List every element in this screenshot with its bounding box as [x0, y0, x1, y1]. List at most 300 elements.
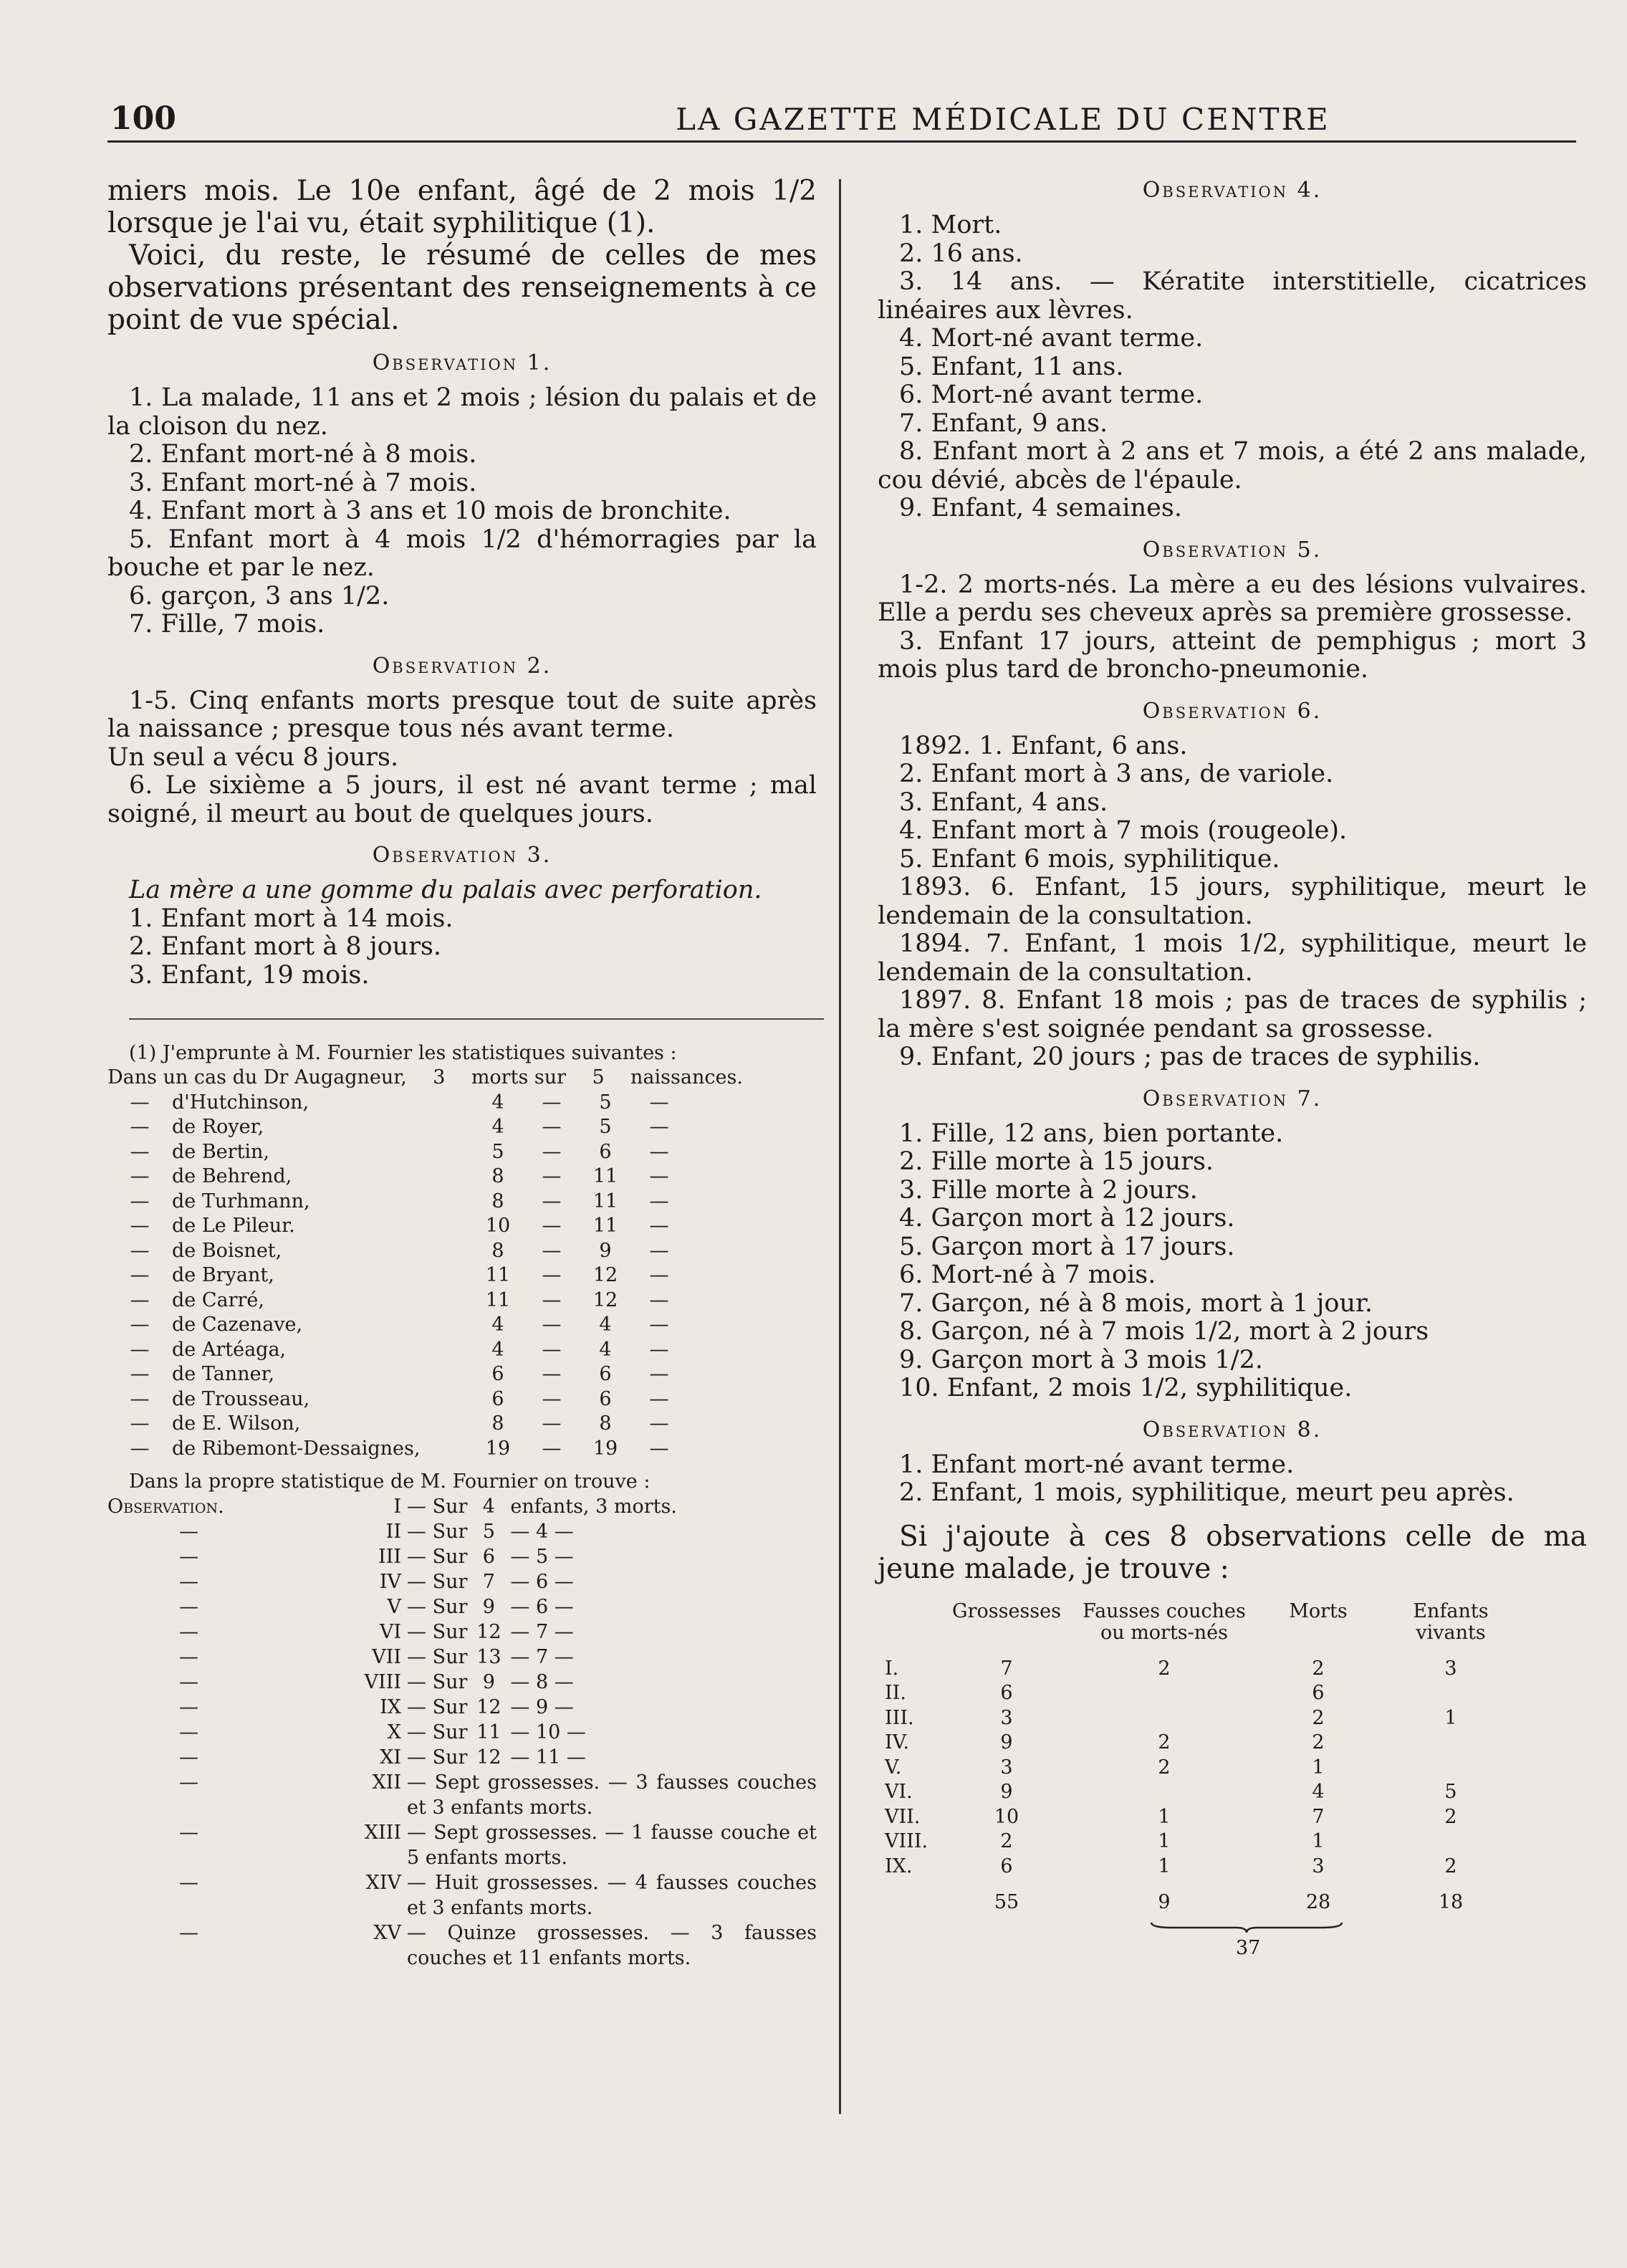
obs4-line-1: 1. Mort. [899, 211, 1002, 239]
header-enfants-vivants: Enfants vivants [1413, 1599, 1489, 1644]
obs7-line-7: 7. Garçon, né à 8 mois, mort à 1 jour. [899, 1288, 1373, 1318]
obs7-line-6: 6. Mort-né à 7 mois. [899, 1260, 1156, 1289]
obs3-line-2: 1. Enfant mort à 14 mois. [129, 904, 453, 933]
table-row [107, 1263, 681, 1288]
summary-header-row [885, 1601, 1522, 1657]
row-end-dash: — [649, 1165, 669, 1187]
header-fausses-couches: Fausses couches ou morts-nés [1083, 1599, 1246, 1644]
births-value: 12 [592, 1264, 618, 1286]
table-row [107, 1190, 681, 1215]
separator: — [542, 1412, 562, 1435]
children-count: 9 [482, 1671, 495, 1693]
observation-number: V. [885, 1756, 902, 1779]
children-count: 7 [482, 1571, 495, 1593]
sur-label: — Sur [407, 1721, 468, 1743]
row-end-dash: — [649, 1140, 669, 1163]
author-name: de Tanner, [172, 1363, 275, 1385]
observation-label: — [179, 1521, 198, 1543]
author-name: de Ribemont-Dessaignes, [172, 1437, 421, 1460]
table-row [107, 1619, 817, 1645]
table-row [107, 1670, 817, 1695]
table-row [885, 1829, 1522, 1855]
births-value: 6 [599, 1363, 612, 1385]
separator: — [542, 1190, 562, 1212]
intro-paragraph-2: Voici, du reste, le résumé de celles de mes observations présentant des renseignements à ce point de vue spécial. [107, 239, 817, 336]
children-count: 4 [482, 1496, 495, 1518]
header-grossesses: Grossesses [952, 1599, 1061, 1622]
children-count: 11 [476, 1721, 501, 1743]
children-count: 6 [482, 1546, 495, 1568]
obs4-line-6: 6. Mort-né avant terme. [899, 381, 1204, 409]
obs6-line-3: 3. Enfant, 4 ans. [899, 788, 1108, 817]
obs8-lines [878, 1451, 1587, 1508]
enfants-vivants-value [1379, 1829, 1522, 1855]
obs4-line-4: 4. Mort-né avant terme. [899, 324, 1204, 353]
deaths-value: 11 [485, 1288, 511, 1311]
roman-numeral: II [385, 1521, 401, 1543]
sur-label: — Sur [407, 1671, 468, 1693]
roman-numeral: XV [373, 1922, 401, 1944]
roman-numeral: XII [372, 1771, 401, 1794]
deaths-value: 8 [491, 1412, 504, 1435]
row-end-dash: — [649, 1363, 669, 1385]
births-value: 6 [599, 1140, 612, 1163]
obs7-line-10: 10. Enfant, 2 mois 1/2, syphilitique. [899, 1374, 1353, 1402]
obs2-line-3: 6. Le sixième a 5 jours, il est né avant terme ; mal soigné, il meurt au bout de quelques jours. [107, 771, 817, 828]
deaths-value: 6 [491, 1363, 504, 1385]
deaths-value: 19 [485, 1437, 511, 1460]
observation-label: — [179, 1721, 198, 1743]
table-row [107, 1437, 681, 1462]
row-end-dash: — [649, 1314, 669, 1336]
deaths-value: 10 [485, 1215, 511, 1237]
separator: — [542, 1437, 562, 1460]
fausses-couches-value: 2 [1158, 1756, 1171, 1779]
table-row [107, 1569, 817, 1594]
observation-7-title: Observation 7. [1142, 1086, 1323, 1111]
obs3-line-1: La mère a une gomme du palais avec perforation. [129, 876, 762, 904]
table-row [107, 1645, 817, 1670]
deaths-text: enfants, 3 morts. [510, 1496, 677, 1518]
children-count: 12 [476, 1746, 501, 1769]
table-row [107, 1770, 817, 1820]
sur-label: — Sur [407, 1596, 468, 1618]
obs1-line-1: 1. La malade, 11 ans et 2 mois ; lésion du palais et de la cloison du nez. [107, 383, 817, 441]
births-value: 12 [592, 1288, 618, 1311]
separator: — [542, 1363, 562, 1385]
deaths-text: — 9 — [510, 1696, 574, 1718]
morts-value: 1 [1312, 1756, 1325, 1779]
fausses-couches-value: 1 [1158, 1805, 1171, 1828]
enfants-vivants-value: 5 [1444, 1781, 1457, 1803]
observation-number: VI. [885, 1781, 913, 1803]
roman-numeral: X [387, 1721, 401, 1743]
sur-label: — Sur [407, 1746, 468, 1769]
roman-numeral: XIV [365, 1872, 401, 1894]
fausses-couches-value: 2 [1158, 1731, 1171, 1753]
morts-value: 3 [1312, 1855, 1325, 1877]
author-statistics-table [107, 1091, 681, 1462]
deaths-value: 4 [491, 1338, 504, 1361]
table-row [107, 1519, 817, 1544]
row-end-dash: — [649, 1437, 669, 1460]
separator: — [542, 1215, 562, 1237]
obs4-line-5: 5. Enfant, 11 ans. [899, 352, 1124, 381]
observation-number: IX. [885, 1855, 913, 1877]
deaths-text: — 10 — [510, 1721, 586, 1743]
deaths-value: 4 [491, 1116, 504, 1138]
obs4-lines [878, 211, 1587, 523]
observation-label: — [179, 1872, 198, 1894]
footnote [107, 1041, 817, 1971]
table-row [107, 1140, 681, 1165]
morts-value: 2 [1312, 1706, 1325, 1729]
obs7-line-4: 4. Garçon mort à 12 jours. [899, 1204, 1235, 1233]
children-count: 5 [482, 1521, 495, 1543]
grossesses-value: 2 [1000, 1830, 1013, 1852]
children-count: 13 [476, 1646, 501, 1668]
deaths-text: — 6 — [510, 1571, 574, 1593]
row-dash: — [130, 1165, 150, 1187]
births-value: 11 [592, 1215, 618, 1237]
pregnancy-summary: — Huit grossesses. — 4 fausses couches et 3 enfants morts. [407, 1872, 817, 1919]
observation-label: — [179, 1621, 198, 1643]
table-row [107, 1820, 817, 1870]
enfants-vivants-value: 2 [1444, 1805, 1457, 1828]
observation-6-title: Observation 6. [1142, 698, 1323, 724]
deaths-text: — 11 — [510, 1746, 586, 1769]
obs7-line-3: 3. Fille morte à 2 jours. [899, 1175, 1198, 1205]
morts-value: 6 [1312, 1682, 1325, 1704]
row-end-dash: — [649, 1387, 669, 1410]
observation-label: — [179, 1771, 198, 1794]
author-name: d'Hutchinson, [172, 1091, 309, 1114]
grossesses-value: 9 [1000, 1731, 1013, 1753]
births-value: 19 [592, 1437, 618, 1460]
row-dash: — [130, 1314, 150, 1336]
obs6-line-7: 1894. 7. Enfant, 1 mois 1/2, syphilitique, meurt le lendemain de la consultation. [878, 929, 1587, 987]
obs6-line-8: 1897. 8. Enfant 18 mois ; pas de traces de syphilis ; la mère s'est soignée pendant sa grossesse. [878, 986, 1587, 1043]
footnote-intro: (1) J'emprunte à M. Fournier les statistiques suivantes : [129, 1042, 677, 1064]
obs1-line-7: 7. Fille, 7 mois. [129, 610, 325, 638]
separator: — [542, 1091, 562, 1114]
morts-value: 2 [1312, 1731, 1325, 1753]
observation-1-title: Observation 1. [372, 350, 552, 375]
children-count: 12 [476, 1621, 501, 1643]
sur-label: — Sur [407, 1646, 468, 1668]
separator: — [542, 1165, 562, 1187]
obs5-lines [878, 571, 1587, 684]
table-row [107, 1920, 817, 1971]
obs7-line-2: 2. Fille morte à 15 jours. [899, 1147, 1214, 1176]
summary-totals-row: 55 9 28 18 [994, 1891, 1464, 1913]
observation-number: VII. [885, 1805, 921, 1828]
observation-label: — [179, 1822, 198, 1844]
row-end-dash: — [649, 1412, 669, 1435]
first-row-label: Dans un cas du Dr Augagneur, [107, 1066, 407, 1088]
observation-label: Observation. [107, 1496, 224, 1518]
observation-8-title: Observation 8. [1142, 1417, 1323, 1442]
sur-label: — Sur [407, 1521, 468, 1543]
row-end-dash: — [649, 1190, 669, 1212]
separator: — [542, 1338, 562, 1361]
grossesses-value: 10 [994, 1805, 1019, 1828]
grouping-brace [1150, 1921, 1343, 1934]
deaths-text: — 7 — [510, 1646, 574, 1668]
enfants-vivants-value [1379, 1756, 1522, 1781]
row-dash: — [130, 1363, 150, 1385]
obs1-line-3: 3. Enfant mort-né à 7 mois. [129, 468, 477, 497]
separator: — [542, 1140, 562, 1163]
morts-value: 4 [1312, 1781, 1325, 1803]
enfants-vivants-value [1379, 1681, 1522, 1706]
roman-numeral: VII [372, 1646, 401, 1668]
author-name: de Behrend, [172, 1165, 292, 1187]
roman-numeral: VI [379, 1621, 401, 1643]
grossesses-value: 6 [1000, 1855, 1013, 1877]
deaths-value: 4 [491, 1314, 504, 1336]
observation-label: — [179, 1922, 198, 1944]
running-head: LA GAZETTE MÉDICALE DU CENTRE [676, 102, 1330, 137]
obs6-line-9: 9. Enfant, 20 jours ; pas de traces de syphilis. [899, 1043, 1481, 1071]
table-row [107, 1720, 817, 1745]
morts-value: 2 [1312, 1657, 1325, 1680]
children-count: 9 [482, 1596, 495, 1618]
obs2-line-1: 1-5. Cinq enfants morts presque tout de suite après la naissance ; presque tous nés avant terme. [107, 686, 817, 743]
table-row [107, 1313, 681, 1338]
observation-number: I. [885, 1657, 899, 1680]
author-name: de Royer, [172, 1116, 264, 1138]
births-value: 5 [599, 1116, 612, 1138]
sur-label: — Sur [407, 1621, 468, 1643]
row-dash: — [130, 1288, 150, 1311]
author-name: de E. Wilson, [172, 1412, 301, 1435]
row-end-dash: — [649, 1239, 669, 1262]
obs1-line-4: 4. Enfant mort à 3 ans et 10 mois de bronchite. [129, 497, 731, 525]
row-end-dash: — [649, 1288, 669, 1311]
births-value: 6 [599, 1387, 612, 1410]
separator: — [542, 1116, 562, 1138]
obs4-line-8: 8. Enfant mort à 2 ans et 7 mois, a été 2 ans malade, cou dévié, abcès de l'épaule. [878, 437, 1587, 494]
morts-value: 1 [1312, 1830, 1325, 1852]
table-row [885, 1731, 1522, 1756]
table-row [107, 1544, 817, 1569]
observation-number: III. [885, 1706, 914, 1729]
obs5-line-1: 1-2. 2 morts-nés. La mère a eu des lésions vulvaires. Elle a perdu ses cheveux après sa première grossesse. [878, 570, 1587, 627]
row-dash: — [130, 1437, 150, 1460]
observation-label: — [179, 1646, 198, 1668]
table-row [107, 1288, 681, 1314]
author-name: de Cazenave, [172, 1314, 303, 1336]
row-dash: — [130, 1412, 150, 1435]
obs6-line-1: 1892. 1. Enfant, 6 ans. [899, 731, 1188, 760]
fausses-couches-value: 1 [1158, 1855, 1171, 1877]
table-row [885, 1756, 1522, 1781]
roman-numeral: IV [379, 1571, 401, 1593]
row-dash: — [130, 1239, 150, 1262]
sur-label: — Sur [407, 1696, 468, 1718]
obs4-line-7: 7. Enfant, 9 ans. [899, 408, 1108, 438]
observation-2-title: Observation 2. [372, 653, 552, 679]
observation-label: — [179, 1596, 198, 1618]
roman-numeral: XI [380, 1746, 401, 1769]
grossesses-value: 7 [1000, 1657, 1013, 1680]
enfants-vivants-value: 2 [1444, 1855, 1457, 1877]
grossesses-value: 3 [1000, 1756, 1013, 1779]
births-value: 5 [599, 1091, 612, 1114]
obs1-line-6: 6. garçon, 3 ans 1/2. [129, 581, 390, 611]
row-dash: — [130, 1140, 150, 1163]
row-dash: — [130, 1264, 150, 1286]
births-value: 4 [599, 1314, 612, 1336]
obs5-line-2: 3. Enfant 17 jours, atteint de pemphigus ; mort 3 mois plus tard de broncho-pneumonie. [878, 626, 1587, 684]
obs7-line-5: 5. Garçon mort à 17 jours. [899, 1232, 1235, 1261]
author-name: de Trousseau, [172, 1387, 310, 1410]
row-dash: — [130, 1190, 150, 1212]
table-row [107, 1239, 681, 1264]
author-name: de Carré, [172, 1288, 264, 1311]
enfants-vivants-value: 3 [1444, 1657, 1457, 1680]
pregnancy-summary: — Sept grossesses. — 3 fausses couches et 3 enfants morts. [407, 1771, 817, 1819]
author-name: de Bertin, [172, 1140, 270, 1163]
header-morts: Morts [1289, 1599, 1348, 1622]
row-dash: — [130, 1215, 150, 1237]
observation-number: II. [885, 1682, 906, 1704]
obs8-line-1: 1. Enfant mort-né avant terme. [899, 1450, 1295, 1479]
row-end-dash: — [649, 1264, 669, 1286]
deaths-value: 6 [491, 1387, 504, 1410]
roman-numeral: V [387, 1596, 401, 1618]
table-row [107, 1387, 681, 1412]
page-number: 100 [110, 100, 176, 137]
table-row [107, 1091, 681, 1116]
row-dash: — [130, 1338, 150, 1361]
sur-label: — Sur [407, 1496, 468, 1518]
table-row [885, 1657, 1522, 1682]
obs6-line-4: 4. Enfant mort à 7 mois (rougeole). [899, 816, 1348, 845]
table-row [107, 1870, 817, 1920]
deaths-value: 8 [491, 1190, 504, 1212]
sur-label: — Sur [407, 1546, 468, 1568]
births-value: 8 [599, 1412, 612, 1435]
fausses-couches-value: 2 [1158, 1657, 1171, 1680]
table-row [107, 1594, 817, 1619]
author-name: de Boisnet, [172, 1239, 282, 1262]
obs7-line-8: 8. Garçon, né à 7 mois 1/2, mort à 2 jours [899, 1317, 1429, 1346]
grossesses-value: 6 [1000, 1682, 1013, 1704]
deaths-value: 8 [491, 1239, 504, 1262]
roman-numeral: XIII [364, 1822, 401, 1844]
row-end-dash: — [649, 1215, 669, 1237]
table-row [885, 1805, 1522, 1830]
obs7-lines [878, 1120, 1587, 1403]
row-dash: — [130, 1091, 150, 1114]
author-name: de Le Pileur. [172, 1215, 295, 1237]
author-name: de Bryant, [172, 1264, 274, 1286]
table-row [107, 1164, 681, 1190]
roman-numeral: VIII [364, 1671, 401, 1693]
separator: — [542, 1288, 562, 1311]
deaths-text: — 4 — [510, 1521, 574, 1543]
row-end-dash: — [649, 1338, 669, 1361]
observation-3-title: Observation 3. [372, 843, 552, 868]
observation-label: — [179, 1746, 198, 1769]
deaths-value: 4 [491, 1091, 504, 1114]
roman-numeral: I [393, 1496, 401, 1518]
obs8-line-2: 2. Enfant, 1 mois, syphilitique, meurt peu après. [899, 1478, 1515, 1507]
table-row [107, 1338, 681, 1363]
table-row [107, 1115, 681, 1140]
header-rule [107, 140, 1576, 143]
births-value: 11 [592, 1165, 618, 1187]
obs4-line-2: 2. 16 ans. [899, 239, 1023, 268]
conclusion-paragraph: Si j'ajoute à ces 8 observations celle de ma jeune malade, je trouve : [878, 1520, 1587, 1585]
intro-paragraph-1: miers mois. Le 10e enfant, âgé de 2 mois 1/2 lorsque je l'ai vu, était syphilitique (1). [107, 175, 817, 239]
enfants-vivants-value [1379, 1731, 1522, 1756]
grand-total: 37 [1236, 1936, 1261, 1959]
observation-label: — [179, 1696, 198, 1718]
author-name: de Artéaga, [172, 1338, 287, 1361]
obs6-line-2: 2. Enfant mort à 3 ans, de variole. [899, 760, 1334, 788]
author-name: de Turhmann, [172, 1190, 310, 1212]
row-end-dash: — [649, 1116, 669, 1138]
table-row [107, 1695, 817, 1720]
enfants-vivants-value: 1 [1444, 1706, 1457, 1729]
obs4-line-3: 3. 14 ans. — Kératite interstitielle, cicatrices linéaires aux lèvres. [878, 267, 1587, 325]
pregnancy-summary: — Sept grossesses. — 1 fausse couche et 5 enfants morts. [407, 1822, 817, 1869]
obs1-line-5: 5. Enfant mort à 4 mois 1/2 d'hémorragies par la bouche et par le nez. [107, 525, 817, 582]
table-row [885, 1855, 1522, 1880]
observation-label: — [179, 1671, 198, 1693]
roman-numeral: III [378, 1546, 401, 1568]
observation-number: IV. [885, 1731, 910, 1753]
obs7-line-9: 9. Garçon mort à 3 mois 1/2. [899, 1345, 1263, 1374]
fausses-couches-value [1071, 1780, 1257, 1805]
deaths-text: — 6 — [510, 1596, 574, 1618]
table-row [107, 1412, 681, 1437]
fausses-couches-value [1071, 1706, 1257, 1731]
children-count: 12 [476, 1696, 501, 1718]
sur-label: — Sur [407, 1571, 468, 1593]
obs1-line-2: 2. Enfant mort-né à 8 mois. [129, 440, 477, 469]
obs7-line-1: 1. Fille, 12 ans, bien portante. [899, 1119, 1284, 1148]
fausses-couches-value: 1 [1158, 1830, 1171, 1852]
table-row [107, 1745, 817, 1770]
right-column [878, 175, 1587, 1959]
deaths-text: — 5 — [510, 1546, 574, 1568]
observation-4-title: Observation 4. [1142, 178, 1323, 203]
births-value: 9 [599, 1239, 612, 1262]
fausses-couches-value [1071, 1681, 1257, 1706]
obs4-line-9: 9. Enfant, 4 semaines. [899, 494, 1182, 522]
table-row [107, 1362, 681, 1387]
separator: — [542, 1314, 562, 1336]
observation-number: VIII. [885, 1830, 928, 1852]
separator: — [542, 1264, 562, 1286]
footnote-statistics-table [107, 1066, 743, 1091]
separator: — [542, 1387, 562, 1410]
deaths-text: — 8 — [510, 1671, 574, 1693]
morts-value: 7 [1312, 1805, 1325, 1828]
obs6-line-6: 1893. 6. Enfant, 15 jours, syphilitique, meurt le lendemain de la consultation. [878, 873, 1587, 930]
row-dash: — [130, 1116, 150, 1138]
obs3-line-3: 2. Enfant mort à 8 jours. [129, 932, 442, 961]
separator: — [542, 1239, 562, 1262]
footnote-rule [129, 1018, 824, 1020]
obs6-lines [878, 732, 1587, 1072]
column-divider [839, 179, 841, 2114]
table-row: Dans un cas du Dr Augagneur, 3 morts sur 5 naissances. [107, 1066, 743, 1091]
